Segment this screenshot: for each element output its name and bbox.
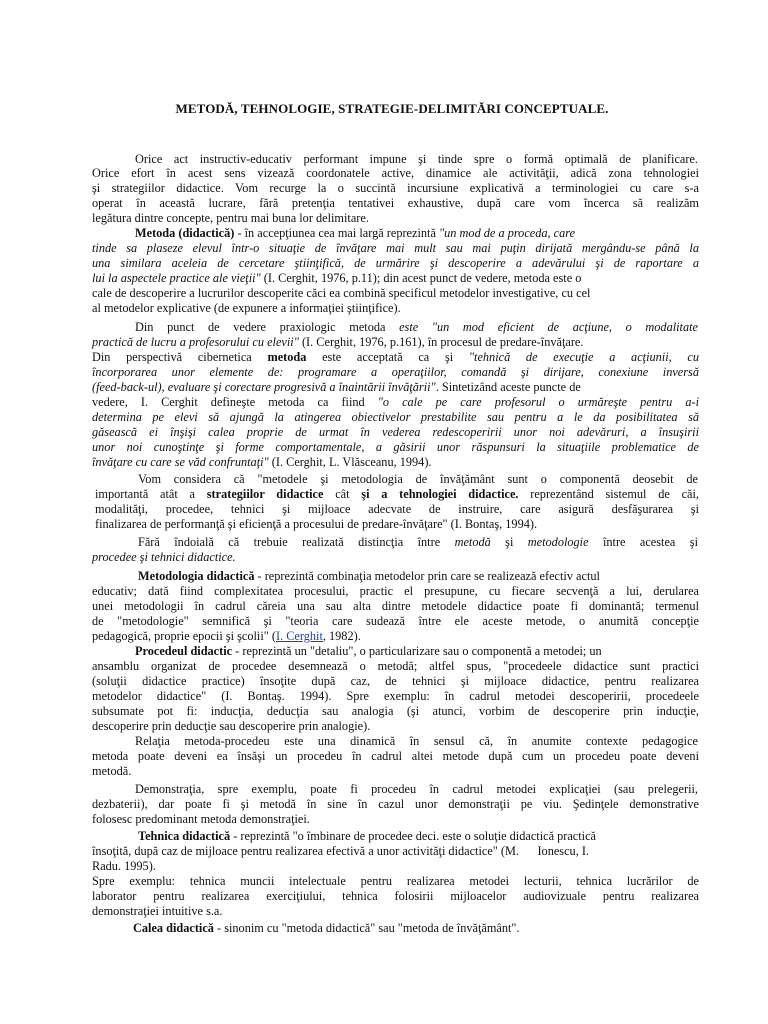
- paragraph-line: [133, 921, 520, 935]
- paragraph-line: procedee şi tehnici didactice.: [92, 550, 236, 564]
- term-run: metodă: [454, 535, 491, 549]
- paragraph-line: Spre exemplu: tehnica muncii intelectuale pentru realizarea metodei lecturii, tehnica lucrărilor de: [92, 874, 699, 888]
- quote-run: "un mod de a proceda, care: [439, 226, 576, 240]
- paragraph-line: [92, 629, 361, 643]
- quote-run: lui la aspectele practice ale vieţii": [92, 271, 261, 285]
- paragraph-line: Vom considera că "metodele şi metodologia de învăţământ sunt o componentă deosebit de: [138, 472, 698, 486]
- cerghit-link[interactable]: I. Cerghit: [275, 629, 323, 643]
- paragraph-line: şi strategiilor didactice. Vom recurge la o succintă incursiune explicativă a terminologiei cu care s-a: [92, 181, 699, 195]
- text-run: (I. Cerghit, 1976, p.11); din acest punct de vedere, metoda este o: [260, 271, 582, 285]
- paragraph-line: [92, 271, 581, 285]
- paragraph-line: [92, 350, 699, 364]
- paragraph-line: [138, 535, 698, 549]
- text-run: Fără îndoială că trebuie realizată distincţia între: [138, 535, 455, 549]
- quote-run: "tehnică de execuţie a acţiunii, cu: [468, 350, 699, 364]
- paragraph-line: [135, 226, 575, 240]
- paragraph-line: [92, 455, 432, 469]
- term-run: şi a tehnologiei didactice.: [361, 487, 519, 501]
- text-run: (I. Cerghit, L. Vlăsceanu, 1994).: [268, 455, 432, 469]
- paragraph-line: folosesc predominant metoda demonstraţiei.: [92, 812, 310, 826]
- term-calea: Calea didactică: [133, 921, 214, 935]
- text-run: Din punct de vedere praxiologic metoda: [135, 320, 400, 334]
- document-title: METODĂ, TEHNOLOGIE, STRATEGIE-DELIMITĂRI CONCEPTUALE.: [175, 101, 609, 116]
- term-metoda: Metoda (didactică): [135, 226, 235, 240]
- quote-run: învăţare cu care se văd confruntaţi": [92, 455, 269, 469]
- text-run: , 1982).: [322, 629, 361, 643]
- term-procedeul: Procedeul didactic: [135, 644, 233, 658]
- paragraph-line: Radu. 1995).: [92, 859, 156, 873]
- text-run: - reprezintă "o îmbinare de procedee deci. este o soluţie didactică practică: [230, 829, 597, 843]
- text-run: (I. Cerghit, 1976, p.161), în procesul de predare-învăţare.: [298, 335, 584, 349]
- paragraph-line: unei metodologii în cadrul căreia una sau alta dintre metodele didactice poate fi dominantă; termenul: [92, 599, 699, 613]
- paragraph-line: Orice efort în acest sens vizează coordonatele active, dinamice ale activităţii, adică zona tehnologiei: [92, 166, 699, 180]
- paragraph-line: operat în această lucrare, fără pretenţia tentativei exhaustive, după care vom încerca să realizăm: [92, 196, 699, 210]
- text-run: vedere, I. Cerghit defineşte metoda ca fiind: [92, 395, 378, 409]
- text-run: reprezentând sistemul de căi,: [518, 487, 699, 501]
- text-run: - reprezintă un "detaliu", o particularizare sau o componentă a metodei; un: [232, 644, 602, 658]
- paragraph-line: găsească ei înşişi calea proprie de urmat în vederea redescoperirii unor noi adevăruri, a însuşirii: [92, 425, 699, 439]
- paragraph-line: educativ; dată fiind complexitatea procesului, practic el presupune, cu fiecare secvenţă a lui, derularea: [92, 584, 699, 598]
- paragraph-line: descoperire prin deducţie sau descoperire prin analogie).: [92, 719, 371, 733]
- paragraph-line: însoţită, după caz de mijloace pentru realizarea efectivă a unor activităţi didactice" (M. Ionescu, I.: [92, 844, 590, 858]
- paragraph-line: Demonstraţia, spre exemplu, poate fi procedeu în cadrul metodei explicaţiei (sau prelegerii,: [135, 782, 698, 796]
- paragraph-line: [135, 320, 698, 334]
- paragraph-line: metodelor didactice" (I. Bontaş. 1994). Spre exemplu: în cadrul metodei descoperirii, procedeele: [92, 689, 699, 703]
- paragraph-line: [92, 395, 699, 409]
- paragraph-line: determina pe elevi să ajungă la atingerea obiectivelor prestabilite sau pentru a le da posibilitatea să: [92, 410, 699, 424]
- paragraph-line: [92, 335, 583, 349]
- paragraph-line: cale de descoperire a lucrurilor descoperite căci ea combină specificul metodelor investigative, cu cel: [92, 286, 591, 300]
- text-run: Din perspectivă cibernetica: [92, 350, 268, 364]
- text-run: pedagogică, proprie epocii şi şcolii" (: [92, 629, 276, 643]
- paragraph-line: Orice act instructiv-educativ performant impune şi tinde spre o formă optimală de planificare.: [135, 152, 698, 166]
- quote-run: este "un mod eficient de acţiune, o modalitate: [399, 320, 698, 334]
- text-run: este acceptată ca şi: [306, 350, 469, 364]
- paragraph-line: una similara aceleia de cercetare ştiinţifică, de urmărire şi descoperire a adevărului şi de raportare a: [92, 256, 699, 270]
- text-run: importantă atât a: [95, 487, 207, 501]
- paragraph-line: metodă.: [92, 764, 132, 778]
- term-metodologia: Metodologia didactică: [138, 569, 255, 583]
- term-run: strategiilor didactice: [206, 487, 324, 501]
- text-run: cât: [323, 487, 362, 501]
- term-run: metoda: [267, 350, 307, 364]
- text-run: . Sintetizând aceste puncte de: [435, 380, 581, 394]
- paragraph-line: (soluţii didactice practice) însoţite după caz, de tehnici şi mijloace didactice, pentru realizarea: [92, 674, 699, 688]
- paragraph-line: tinde sa plaseze elevul într-o situaţie de învăţare mai mult sau mai puţin dirijată mergându-se până la: [92, 241, 699, 255]
- paragraph-line: subsumate pot fi: inducţia, deducţia sau analogia (şi atunci, vorbim de descoperire prin inducţie,: [92, 704, 699, 718]
- text-run: între acestea şi: [588, 535, 698, 549]
- paragraph-line: [95, 487, 699, 501]
- paragraph-line: laborator pentru realizarea exerciţiului, tehnica folosirii mijloacelor audiovizuale pentru realizarea: [92, 889, 699, 903]
- term-tehnica: Tehnica didactică: [138, 829, 231, 843]
- paragraph-line: modalităţi, procedee, tehnici şi mijloace adecvate de instruire, care asigură desfăşurarea şi: [95, 502, 699, 516]
- quote-run: "o cale pe care profesorul o urmăreşte pentru a-i: [377, 395, 699, 409]
- quote-run: (feed-back-ul), evaluare şi corectare progresivă a înaintării învăţării": [92, 380, 436, 394]
- paragraph-line: unor noi cunoştinţe şi forme comportamentale, a găsirii unor răspunsuri la situaţiile problematice de: [92, 440, 699, 454]
- text-run: - sinonim cu "metoda didactică" sau "metoda de învăţământ".: [213, 921, 520, 935]
- paragraph-line: demonstraţiei intuitive s.a.: [92, 904, 223, 918]
- term-run: metodologie: [527, 535, 589, 549]
- paragraph-line: dezbaterii), dar poate fi şi metodă în sine în cazul unor demonstraţii pe viu. Şedinţele demonstrative: [92, 797, 699, 811]
- text-run: - reprezintă combinaţia metodelor prin care se realizează efectiv actul: [254, 569, 600, 583]
- paragraph-line: Relaţia metoda-procedeu este una dinamică în sensul că, în anumite contexte pedagogice: [135, 734, 698, 748]
- text-run: şi: [490, 535, 528, 549]
- text-run: - în accepţiunea cea mai largă reprezintă: [234, 226, 439, 240]
- paragraph-line: ansamblu organizat de procedee desemnează o metodă; altfel spus, "procedeele didactice sunt practici: [92, 659, 699, 673]
- paragraph-line: legătura dintre concepte, pentru mai buna lor delimitare.: [92, 211, 369, 225]
- paragraph-line: al metodelor explicative (de expunere a informaţiei ştiinţifice).: [92, 301, 401, 315]
- paragraph-line: finalizarea de performanţă şi eficienţă a procesului de predare-învăţare" (I. Bontaş, 1994).: [95, 517, 538, 531]
- paragraph-line: [135, 644, 602, 658]
- paragraph-line: [138, 829, 596, 843]
- paragraph-line: metoda poate deveni ea însăşi un procedeu în cadrul altei metode după cum un procedeu poate deveni: [92, 749, 699, 763]
- paragraph-line: [92, 380, 581, 394]
- quote-run: practică de lucru a profesorului cu elevii": [92, 335, 299, 349]
- paragraph-line: încorporarea unor elemente de: programare a operaţiilor, comandă şi dirijare, conexiune inversă: [92, 365, 699, 379]
- paragraph-line: de "metodologie" semnifică şi "teoria care sudează între ele aceste metode, o anumită concepţie: [92, 614, 699, 628]
- paragraph-line: [138, 569, 600, 583]
